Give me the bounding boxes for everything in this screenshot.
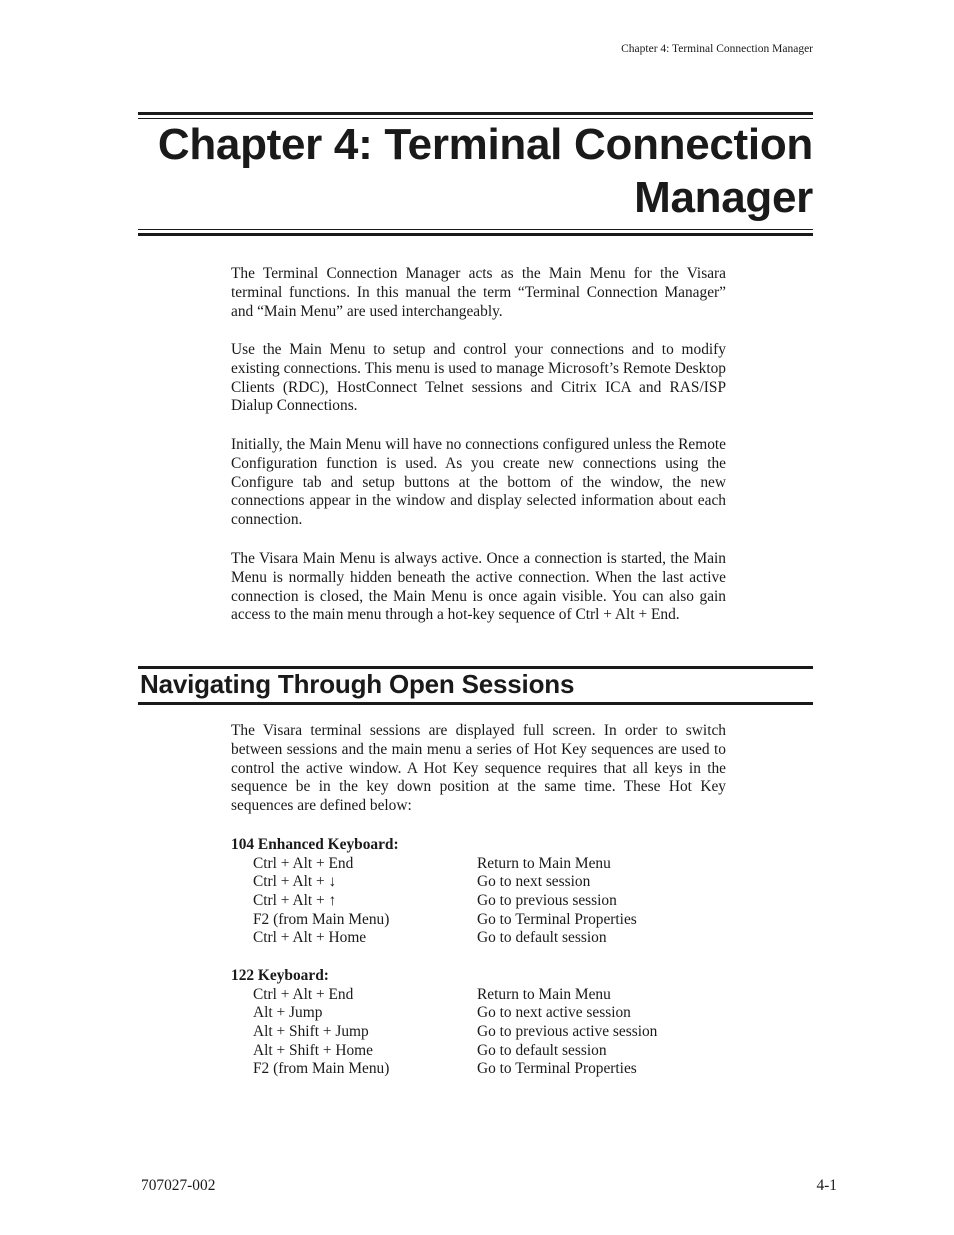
- keyboard-122-group: [231, 967, 731, 1079]
- hotkey-keys: F2 (from Main Menu): [253, 910, 390, 928]
- hotkey-action: Go to Terminal Properties: [477, 910, 637, 928]
- hotkey-keys: F2 (from Main Menu): [253, 1060, 390, 1078]
- hotkey-keys: Alt + Jump: [253, 1004, 323, 1022]
- hotkey-row: [231, 911, 731, 930]
- hotkey-action: Go to next active session: [477, 1004, 631, 1022]
- hotkey-action: Return to Main Menu: [477, 985, 611, 1003]
- chapter-rule-bottom-thick: [138, 233, 813, 236]
- intro-paragraph-4: [231, 550, 726, 625]
- intro-paragraph-1: [231, 265, 726, 321]
- intro-paragraph-3: [231, 436, 726, 530]
- chapter-rule-top-thick: [138, 112, 813, 115]
- hotkey-keys: Ctrl + Alt + Home: [253, 929, 367, 947]
- keyboard-title: 122 Keyboard:: [231, 967, 329, 984]
- keyboard-104-group: [231, 836, 731, 948]
- running-header: Chapter 4: Terminal Connection Manager: [621, 43, 813, 55]
- intro-paragraph-2: [231, 341, 726, 416]
- chapter-title: [138, 118, 813, 224]
- paragraph-text: The Visara Main Menu is always active. Once a connection is started, the Main Menu is normally hidden beneath the active connection. When the last active connection is closed, the Main Menu is once again visible. You can also gain access to the main menu through a hot-key sequence of Ctrl + Alt + End.: [231, 550, 726, 624]
- footer-doc-number: 707027-002: [141, 1177, 216, 1194]
- chapter-title-line2: Manager: [634, 173, 813, 222]
- hotkey-row: [231, 1004, 731, 1023]
- paragraph-text: The Terminal Connection Manager acts as the Main Menu for the Visara terminal functions. In this manual the term “Terminal Connection Manager” and “Main Menu” are used interchangeably.: [231, 265, 726, 320]
- hotkey-row: [231, 855, 731, 874]
- keyboard-title: 104 Enhanced Keyboard:: [231, 836, 399, 853]
- footer-page-number: 4-1: [816, 1177, 837, 1194]
- hotkey-action: Go to Terminal Properties: [477, 1060, 637, 1078]
- hotkey-row: [231, 1023, 731, 1042]
- hotkey-keys: Alt + Shift + Jump: [253, 1023, 369, 1041]
- paragraph-text: Initially, the Main Menu will have no connections configured unless the Remote Configuration function is used. As you create new connections using the Configure tab and setup buttons at the bottom of the window, the new connections appear in the window and display selected information about each connection.: [231, 436, 726, 529]
- hotkey-row: [231, 1042, 731, 1061]
- hotkey-keys: Ctrl + Alt + End: [253, 985, 354, 1003]
- hotkey-keys: Alt + Shift + Home: [253, 1041, 373, 1059]
- hotkey-action: Go to previous active session: [477, 1023, 658, 1041]
- hotkey-action: Go to default session: [477, 929, 607, 947]
- hotkey-row: [231, 892, 731, 911]
- hotkey-keys: Ctrl + Alt + ↑: [253, 892, 337, 910]
- hotkey-keys: Ctrl + Alt + ↓: [253, 873, 337, 891]
- hotkey-row: [231, 1060, 731, 1079]
- hotkey-row: [231, 873, 731, 892]
- hotkey-action: Go to previous session: [477, 892, 617, 910]
- hotkey-action: Go to next session: [477, 873, 591, 891]
- section-rule-bottom: [138, 702, 813, 705]
- hotkey-keys: Ctrl + Alt + End: [253, 854, 354, 872]
- paragraph-text: Use the Main Menu to setup and control your connections and to modify existing connections. This menu is used to manage Microsoft’s Remote Desktop Clients (RDC), HostConnect Telnet sessions and Citrix ICA and RAS/ISP Dialup Connections.: [231, 341, 726, 415]
- chapter-title-line1: Chapter 4: Terminal Connection: [157, 120, 813, 169]
- paragraph-text: The Visara terminal sessions are displayed full screen. In order to switch between sessions and the main menu a series of Hot Key sequences are used to control the active window. A Hot Key sequence requires that all keys in the sequence be in the key down position at the same time. These Hot Key sequences are defined below:: [231, 722, 726, 815]
- chapter-rule-bottom-thin: [138, 229, 813, 230]
- section-paragraph: [231, 722, 726, 816]
- section-heading: Navigating Through Open Sessions: [140, 669, 575, 699]
- hotkey-action: Go to default session: [477, 1041, 607, 1059]
- hotkey-row: [231, 986, 731, 1005]
- hotkey-action: Return to Main Menu: [477, 854, 611, 872]
- hotkey-row: [231, 929, 731, 948]
